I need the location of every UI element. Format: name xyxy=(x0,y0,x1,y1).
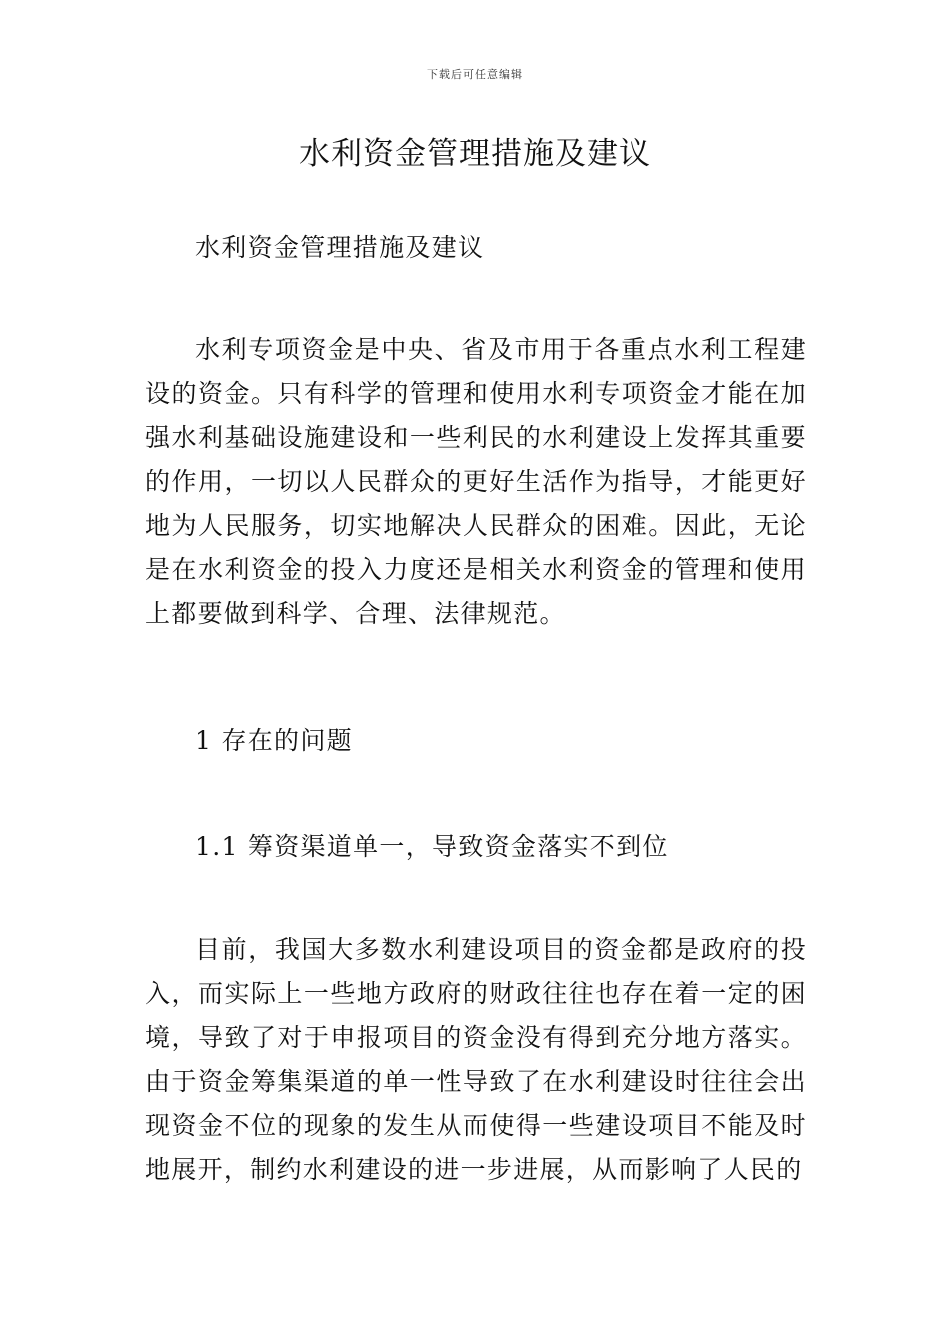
document-title: 水利资金管理措施及建议 xyxy=(299,136,651,172)
intro-paragraph: 水利专项资金是中央、省及市用于各重点水利工程建设的资金。只有科学的管理和使用水利专项资金才能在加强水利基础设施建设和一些利民的水利建设上发挥其重要的作用，一切以人民群众的更好生活作为指导，才能更好地为人民服务，切实地解决人民群众的困难。因此，无论是在水利资金的投入力度还是相关水利资金的管理和使用上都要做到科学、合理、法律规范。 xyxy=(145,335,807,628)
subtitle-paragraph: 水利资金管理措施及建议 xyxy=(195,233,485,262)
body-paragraph: 目前，我国大多数水利建设项目的资金都是政府的投入，而实际上一些地方政府的财政往往也存在着一定的困境，导致了对于申报项目的资金没有得到充分地方落实。由于资金筹集渠道的单一性导致了在水利建设时往往会出现资金不位的现象的发生从而使得一些建设项目不能及时地展开，制约水利建设的进一步进展，从而影响了人民的 xyxy=(145,935,807,1184)
header-note: 下载后可任意编辑 xyxy=(427,68,523,81)
section-heading: 1 存在的问题 xyxy=(195,726,353,755)
subsection-heading: 1.1 筹资渠道单一，导致资金落实不到位 xyxy=(195,832,669,861)
